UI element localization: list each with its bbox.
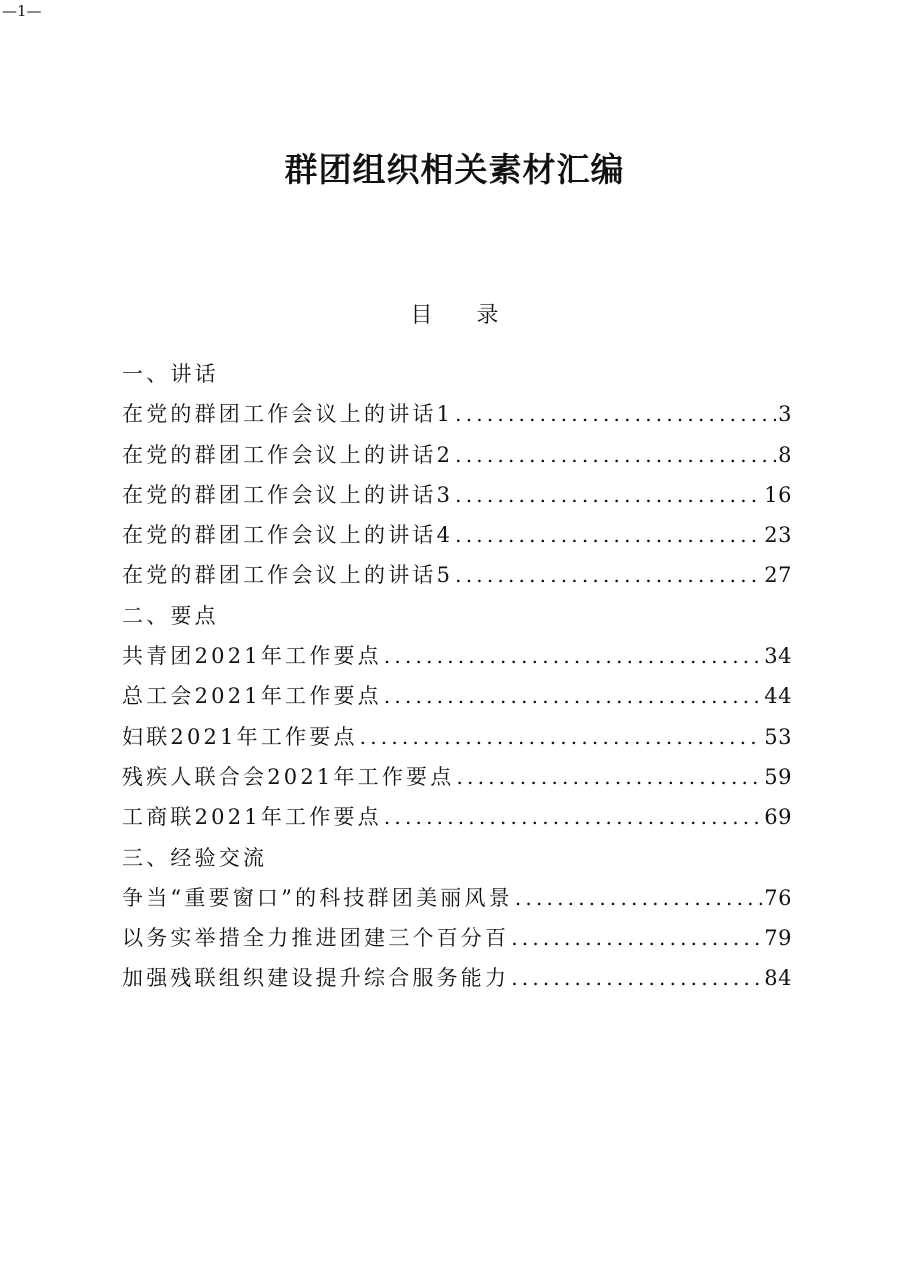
toc-leader-dots [455,435,776,475]
toc-entry[interactable] [122,555,792,595]
toc-entry-page: 69 [764,805,792,830]
toc-leader-dots [515,878,762,918]
toc-entry[interactable] [122,878,792,918]
toc-entry-label: 争当“重要窗口”的科技群团美丽风景 [122,885,513,910]
toc-leader-dots [384,636,762,676]
toc-entry-label: 共青团2021年工作要点 [122,644,382,669]
toc-entry-page: 16 [764,482,792,507]
toc-entry[interactable] [122,918,792,958]
toc-entry-page: 23 [764,523,792,548]
toc-entry[interactable] [122,676,792,716]
toc-entry-page: 44 [764,684,792,709]
toc-leader-dots [455,515,762,555]
page-number: —1— [2,2,42,20]
toc-entry-label: 残疾人联合会2021年工作要点 [122,764,455,789]
toc-heading-char-2: 录 [476,303,499,328]
toc-leader-dots [455,394,776,434]
toc-leader-dots [455,555,762,595]
toc-section-experience: 三、经验交流 [122,845,268,870]
toc-leader-dots [511,958,762,998]
toc-entry[interactable] [122,394,792,434]
toc-entry-page: 34 [764,644,792,669]
toc-leader-dots [511,918,762,958]
toc-leader-dots [455,475,762,515]
toc-leader-dots [456,757,762,797]
table-of-contents [122,354,792,999]
toc-entry-label: 在党的群团工作会议上的讲话3 [122,482,454,507]
toc-entry-label: 加强残联组织建设提升综合服务能力 [122,966,510,991]
toc-entry-label: 在党的群团工作会议上的讲话5 [122,563,454,588]
toc-heading [0,300,909,332]
toc-entry-page: 53 [764,724,792,749]
toc-entry-page: 84 [764,966,792,991]
toc-entry-page: 76 [764,885,792,910]
toc-entry[interactable] [122,435,792,475]
toc-entry-page: 3 [778,402,792,427]
toc-entry-page: 59 [764,764,792,789]
toc-entry-label: 工商联2021年工作要点 [122,805,382,830]
toc-leader-dots [360,717,763,757]
toc-entry[interactable] [122,958,792,998]
toc-entry-page: 27 [764,563,792,588]
toc-entry-label: 在党的群团工作会议上的讲话1 [122,402,454,427]
toc-section-key-points: 二、要点 [122,603,219,628]
document-title: 群团组织相关素材汇编 [284,150,625,189]
toc-entry-label: 在党的群团工作会议上的讲话2 [122,442,454,467]
toc-entry[interactable] [122,475,792,515]
toc-entry[interactable] [122,717,792,757]
toc-entry[interactable] [122,515,792,555]
toc-entry-page: 8 [778,442,792,467]
toc-entry-page: 79 [764,926,792,951]
toc-entry-label: 妇联2021年工作要点 [122,724,358,749]
toc-entry-label: 在党的群团工作会议上的讲话4 [122,523,454,548]
toc-entry-label: 以务实举措全力推进团建三个百分百 [122,926,510,951]
toc-entry-label: 总工会2021年工作要点 [122,684,382,709]
toc-entry[interactable] [122,757,792,797]
toc-entry[interactable] [122,797,792,837]
toc-leader-dots [384,676,762,716]
toc-entry[interactable] [122,636,792,676]
toc-heading-char-1: 目 [410,303,433,328]
toc-section-speeches: 一、讲话 [122,362,219,386]
toc-leader-dots [384,797,762,837]
